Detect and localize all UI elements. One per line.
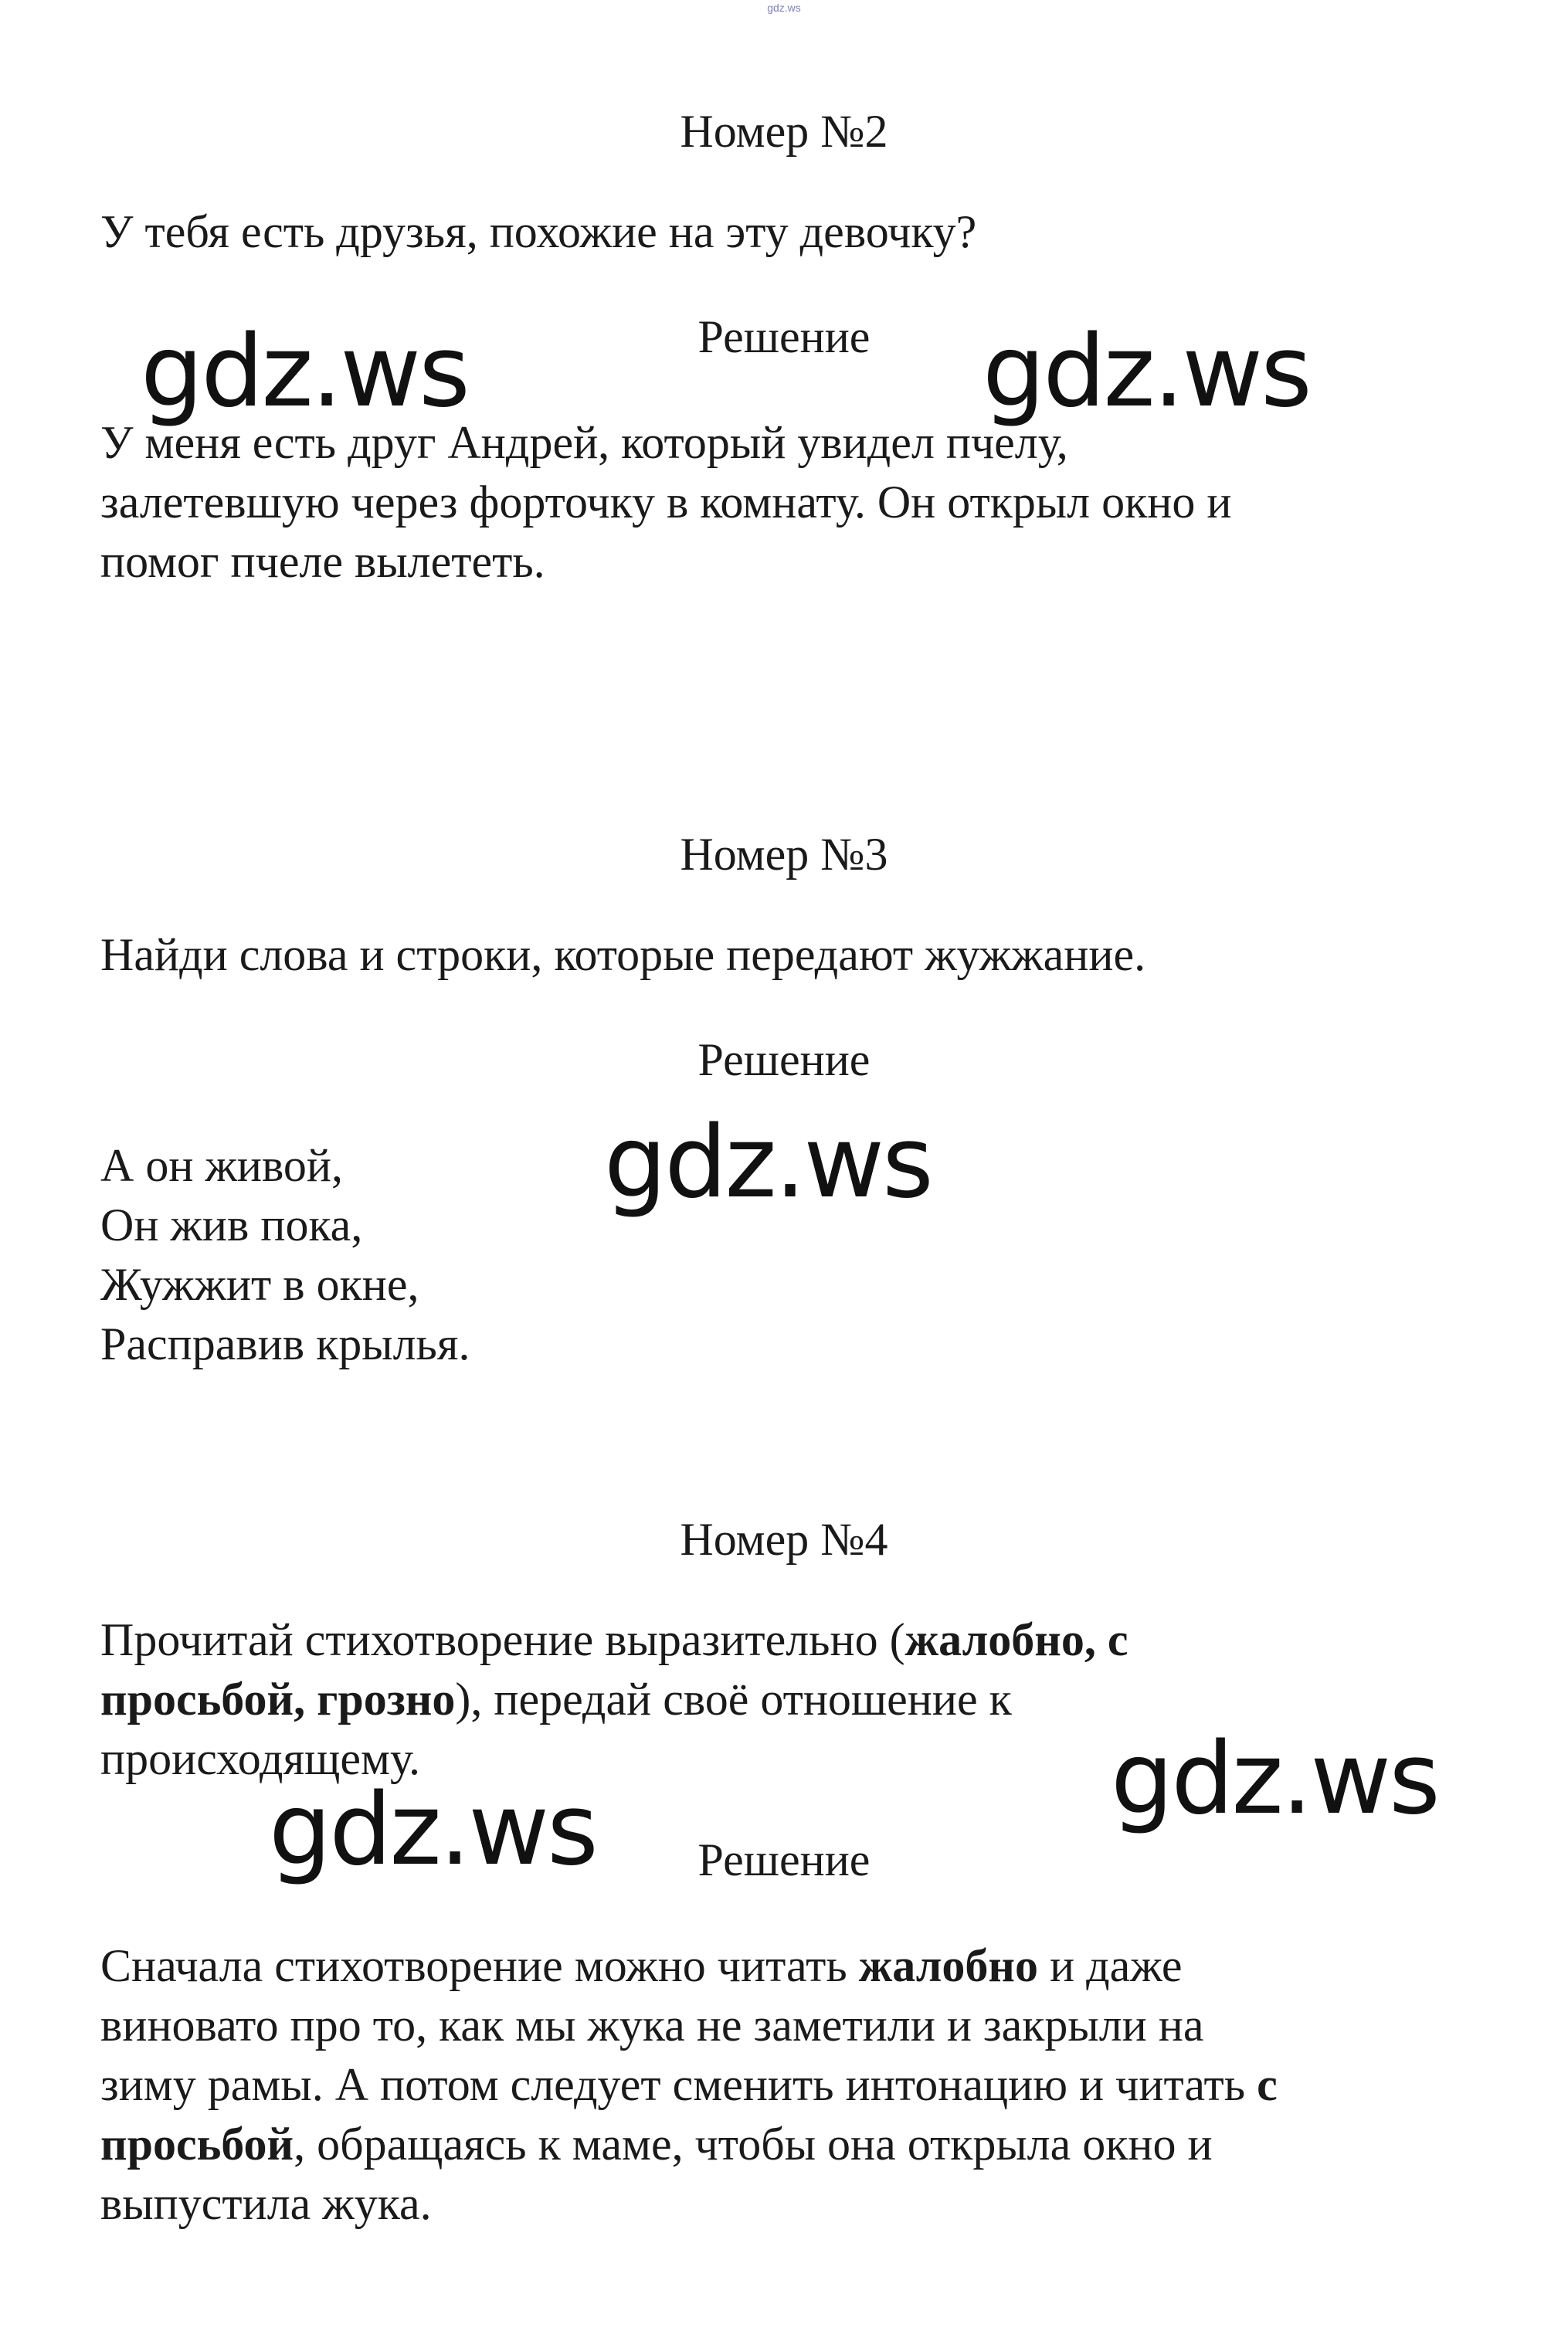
question-line: Найди слова и строки, которые передают жужжание. — [100, 929, 1146, 980]
solution-label-task-4: Решение — [697, 1834, 871, 1885]
answer-line: У меня есть друг Андрей, который увидел пчелу, — [100, 417, 1068, 468]
watermark-logo: gdz.ws — [604, 1105, 932, 1220]
answer-task-4 — [100, 1936, 1506, 2234]
question-text: ), передай своё отношение к — [455, 1674, 1012, 1725]
answer-task-3 — [100, 1136, 1506, 1374]
heading-task-3: Номер №3 — [680, 829, 888, 880]
question-task-3 — [100, 925, 1506, 985]
answer-emphasis: с — [1257, 2059, 1278, 2110]
heading-task-4: Номер №4 — [680, 1514, 888, 1565]
answer-line — [100, 1936, 1506, 1996]
solution-label-task-2: Решение — [697, 311, 871, 362]
answer-task-2 — [100, 413, 1506, 592]
question-line: У тебя есть друзья, похожие на эту девочку? — [100, 206, 977, 257]
question-emphasis: просьбой, грозно — [100, 1674, 456, 1725]
poem-line: А он живой, — [100, 1140, 344, 1191]
answer-line — [100, 2115, 1506, 2174]
answer-emphasis: просьбой — [100, 2119, 294, 2170]
answer-line — [100, 2055, 1506, 2115]
heading-task-2: Номер №2 — [680, 106, 888, 157]
answer-text: Сначала стихотворение можно читать — [100, 1940, 859, 1991]
watermark-logo: gdz.ws — [269, 1773, 596, 1888]
answer-line: виновато про то, как мы жука не заметили и закрыли на — [100, 2000, 1204, 2051]
question-emphasis: жалобно, с — [904, 1614, 1128, 1665]
question-line — [100, 1670, 1506, 1729]
answer-line: помог пчеле вылететь. — [100, 536, 545, 587]
watermark-logo: gdz.ws — [1111, 1722, 1438, 1837]
watermark-logo: gdz.ws — [141, 314, 468, 429]
answer-text: зиму рамы. А потом следует сменить интонацию и читать — [100, 2059, 1257, 2110]
question-text: Прочитай стихотворение выразительно ( — [100, 1614, 905, 1665]
question-line — [100, 1610, 1506, 1670]
answer-text: , обращаясь к маме, чтобы она открыла окно и — [294, 2119, 1213, 2170]
watermark-logo: gdz.ws — [983, 314, 1310, 429]
poem-line: Расправив крылья. — [100, 1318, 470, 1369]
answer-text: и даже — [1037, 1940, 1183, 1991]
poem-line: Жужжит в окне, — [100, 1259, 419, 1310]
question-line: происходящему. — [100, 1733, 420, 1784]
site-mark: gdz.ws — [767, 2, 801, 14]
solution-label-task-3: Решение — [697, 1034, 871, 1085]
answer-emphasis: жалобно — [858, 1940, 1038, 1991]
question-task-2 — [100, 202, 1506, 262]
answer-line: выпустила жука. — [100, 2178, 432, 2229]
answer-line: залетевшую через форточку в комнату. Он открыл окно и — [100, 477, 1232, 528]
poem-line: Он жив пока, — [100, 1199, 363, 1250]
